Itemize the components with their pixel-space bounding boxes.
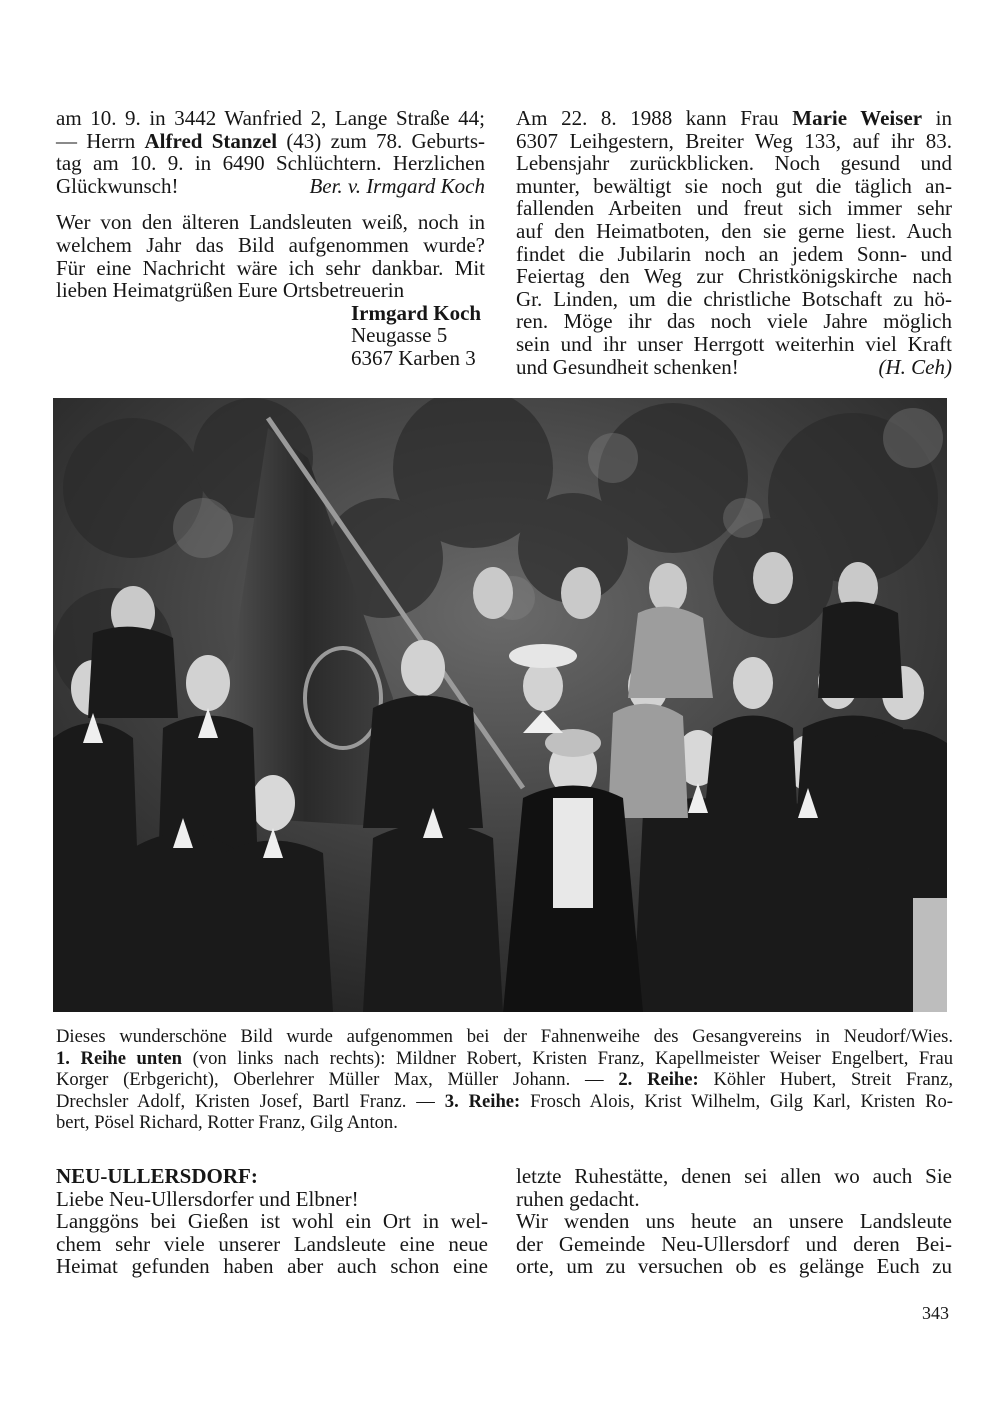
text-line: auf den Heimatboten, den sie gerne liest. Auch bbox=[516, 218, 952, 243]
text-line: Gr. Linden, um die christliche Botschaft zu hö- bbox=[516, 286, 952, 311]
section-heading: NEU-ULLERSDORF: bbox=[56, 1164, 258, 1188]
person-name: Marie Weiser bbox=[792, 106, 923, 130]
text-line: Liebe Neu-Ullersdorfer und Elbner! bbox=[56, 1186, 359, 1211]
text-line: tag am 10. 9. in 6490 Schlüchtern. Herzlichen bbox=[56, 151, 485, 176]
group-photo bbox=[53, 398, 947, 1012]
photo-caption bbox=[56, 1026, 953, 1134]
text-line: findet die Jubilarin noch an jedem Sonn- und bbox=[516, 241, 952, 266]
text-line: Wir wenden uns heute an unsere Landsleute bbox=[516, 1209, 952, 1234]
text-line: — Herrn Alfred Stanzel (43) zum 78. Geburts- bbox=[56, 128, 485, 153]
text-line: 6307 Leihgestern, Breiter Weg 133, auf ihr 83. bbox=[516, 128, 952, 153]
text-line: orte, um zu versuchen ob es gelänge Euch zu bbox=[516, 1254, 952, 1279]
article-neu-ullersdorf bbox=[56, 1165, 488, 1278]
text-line: welchem Jahr das Bild aufgenommen wurde? bbox=[56, 232, 485, 257]
article-neu-ullersdorf-continued bbox=[516, 1165, 952, 1278]
caption-line: 1. Reihe unten (von links nach rechts): Mildner Robert, Kristen Franz, Kapellmeister Weiser Engelbert, Frau bbox=[56, 1047, 953, 1069]
text-line: Wer von den älteren Landsleuten weiß, noch in bbox=[56, 210, 485, 235]
author-signature: (H. Ceh) bbox=[878, 354, 952, 379]
text-line: der Gemeinde Neu-Ullersdorf und deren Bei- bbox=[516, 1231, 952, 1256]
text-line: chem sehr viele unserer Landsleute eine neue bbox=[56, 1231, 488, 1256]
address-name: Irmgard Koch bbox=[351, 300, 482, 325]
text-line: Heimat gefunden haben aber auch schon eine bbox=[56, 1254, 488, 1279]
page-number: 343 bbox=[922, 1303, 949, 1323]
text-line: fallenden Arbeiten und freut sich immer sehr bbox=[516, 196, 952, 221]
text-line: Langgöns bei Gießen ist wohl ein Ort in wel- bbox=[56, 1209, 488, 1234]
group-photo-illustration bbox=[53, 398, 947, 1012]
text-line: munter, bewältigt sie noch gut die täglich an- bbox=[516, 173, 952, 198]
address-block bbox=[351, 302, 485, 370]
caption-line: Drechsler Adolf, Kristen Josef, Bartl Franz. — 3. Reihe: Frosch Alois, Krist Wilhelm, Gilg Karl, Kristen Ro- bbox=[56, 1090, 953, 1112]
text-line: letzte Ruhestätte, denen sei allen wo auch Sie bbox=[516, 1164, 952, 1188]
text-line: Feiertag den Weg zur Christkönigskirche nach bbox=[516, 264, 952, 289]
caption-line: Korger (Erbgericht), Oberlehrer Müller Max, Müller Johann. — 2. Reihe: Köhler Hubert, Streit Franz, bbox=[56, 1069, 953, 1091]
text-line: sein und ihr unser Herrgott weiterhin viel Kraft bbox=[516, 331, 952, 356]
text-line: ren. Möge ihr das noch viele Jahre möglich bbox=[516, 309, 952, 334]
signature-line: Glückwunsch! Ber. v. Irmgard Koch bbox=[56, 173, 485, 198]
address-city: 6367 Karben 3 bbox=[351, 345, 476, 370]
text-line: am 10. 9. in 3442 Wanfried 2, Lange Straße 44; bbox=[56, 106, 485, 130]
text-line: Lebensjahr zurückblicken. Noch gesund und bbox=[516, 151, 952, 176]
text-line: Am 22. 8. 1988 kann Frau Marie Weiser in bbox=[516, 106, 952, 130]
caption-line: bert, Pösel Richard, Rotter Franz, Gilg Anton. bbox=[56, 1112, 398, 1134]
article-birthday-right bbox=[516, 107, 952, 378]
signature-line: und Gesundheit schenken! (H. Ceh) bbox=[516, 354, 952, 379]
author-signature: Ber. v. Irmgard Koch bbox=[309, 173, 485, 198]
caption-line: Dieses wunderschöne Bild wurde aufgenommen bei der Fahnenweihe des Gesangvereins in Neudorf/Wies. bbox=[56, 1026, 953, 1047]
address-street: Neugasse 5 bbox=[351, 323, 448, 348]
text-line: lieben Heimatgrüßen Eure Ortsbetreuerin bbox=[56, 278, 405, 303]
text-line: Für eine Nachricht wäre ich sehr dankbar. Mit bbox=[56, 255, 485, 280]
text-line: ruhen gedacht. bbox=[516, 1186, 640, 1211]
article-birthday-left bbox=[56, 107, 485, 370]
person-name: Alfred Stanzel bbox=[144, 128, 278, 153]
